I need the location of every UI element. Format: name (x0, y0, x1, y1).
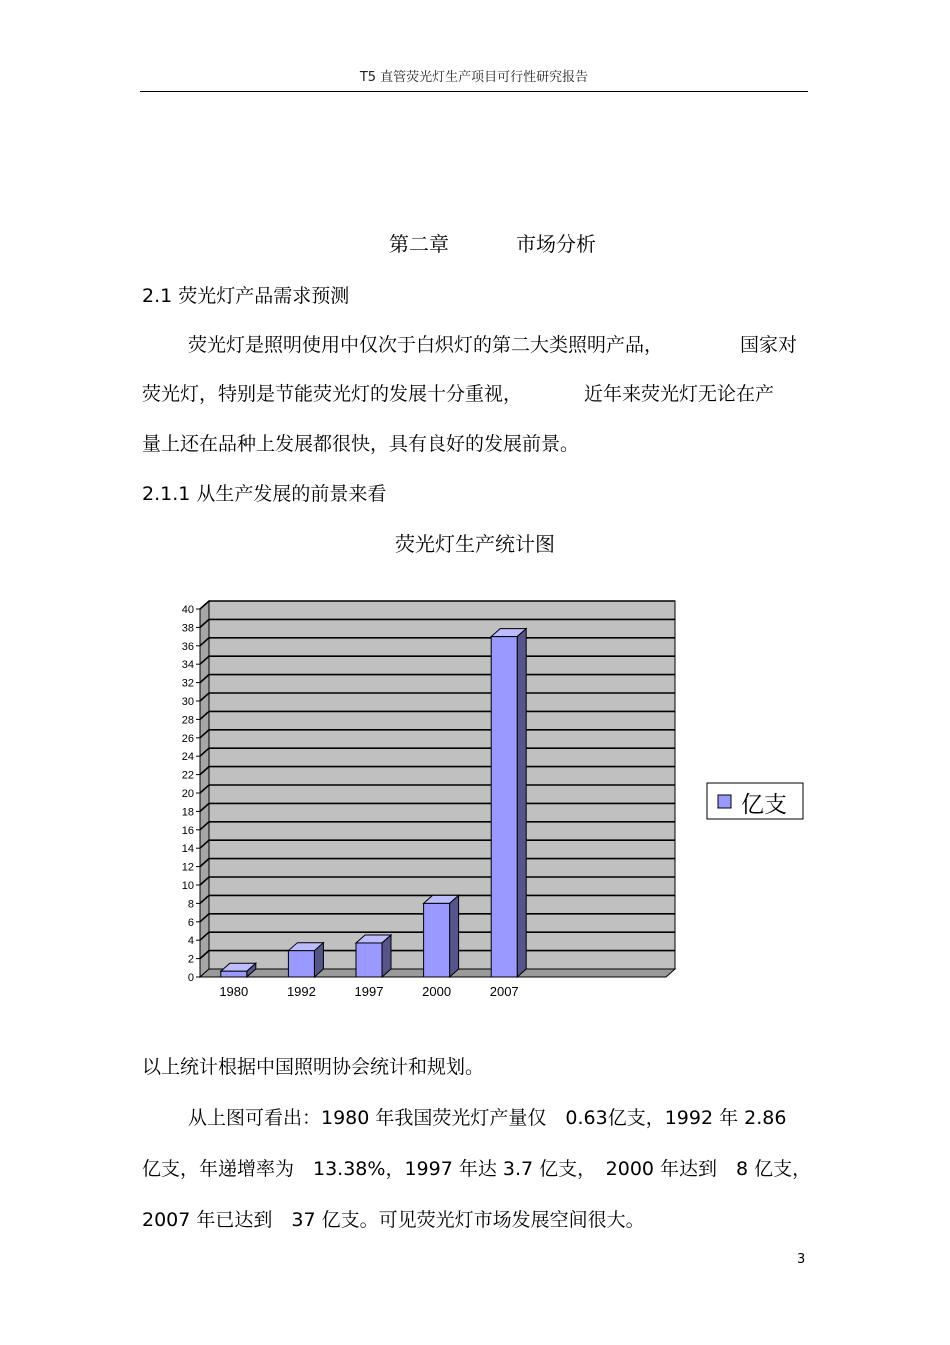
y-tick-label: 10 (181, 880, 194, 892)
x-tick-label: 1992 (286, 984, 316, 999)
chapter-title: 市场分析 (516, 232, 596, 256)
legend-label: 亿支 (741, 792, 787, 818)
y-tick-label: 20 (181, 788, 194, 800)
section-heading: 2.1 荧光灯产品需求预测 (142, 285, 350, 307)
y-tick-label: 36 (181, 640, 194, 653)
running-header: T5 直管荧光灯生产项目可行性研究报告 (359, 70, 589, 85)
source-note: 以上统计根据中国照明协会统计和规划。 (142, 1056, 485, 1078)
bar-1997 (356, 943, 382, 977)
y-tick-label: 26 (181, 732, 194, 745)
analysis-line-2: 亿支，年递增率为 13.38%，1997 年达 3.7 亿支， 2000 年达到 8 亿支， (142, 1158, 812, 1180)
y-tick-label: 6 (187, 916, 194, 929)
y-tick-label: 8 (187, 898, 194, 911)
subsection-heading: 2.1.1 从生产发展的前景来看 (142, 483, 387, 505)
y-tick-label: 34 (181, 659, 194, 672)
y-tick-label: 38 (181, 622, 194, 635)
x-tick-label: 2000 (422, 984, 452, 999)
x-tick-label: 1980 (219, 984, 249, 999)
chart-title: 荧光灯生产统计图 (395, 532, 555, 556)
bar-1980 (221, 971, 247, 977)
bar-side (450, 895, 459, 977)
intro-line-2a: 荧光灯，特别是节能荧光灯的发展十分重视， (142, 383, 523, 405)
y-tick-label: 40 (181, 604, 194, 616)
intro-line-1a: 荧光灯是照明使用中仅次于白炽灯的第二大类照明产品， (188, 334, 664, 356)
y-tick-label: 0 (187, 972, 194, 984)
page-number: 3 (797, 1252, 806, 1267)
bar-side (517, 629, 526, 977)
analysis-line-1: 从上图可看出：1980 年我国荧光灯产量仅 0.63亿支，1992 年 2.86 (188, 1107, 787, 1129)
y-tick-label: 12 (181, 861, 194, 874)
y-tick-label: 30 (181, 696, 194, 708)
y-tick-label: 16 (181, 824, 194, 837)
intro-line-2b: 近年来荧光灯无论在产 (584, 383, 775, 405)
y-tick-label: 14 (181, 843, 194, 856)
header-rule (140, 91, 808, 92)
y-tick-label: 24 (181, 751, 194, 764)
analysis-line-3: 2007 年已达到 37 亿支。可见荧光灯市场发展空间很大。 (142, 1209, 645, 1231)
intro-line-1b: 国家对 (740, 334, 798, 356)
production-bar-chart (166, 592, 816, 1012)
y-tick-label: 2 (187, 953, 194, 966)
y-tick-label: 28 (181, 714, 194, 727)
bar-2007 (491, 637, 517, 977)
y-tick-label: 4 (187, 935, 194, 948)
intro-line-3: 量上还在品种上发展都很快，具有良好的发展前景。 (142, 433, 580, 455)
bar-2000 (424, 903, 450, 977)
y-tick-label: 32 (181, 677, 194, 690)
bar-side (382, 935, 391, 977)
chapter-number: 第二章 (389, 232, 449, 256)
bar-1992 (288, 951, 314, 977)
y-tick-label: 18 (181, 806, 194, 819)
x-tick-label: 2007 (489, 984, 519, 999)
y-tick-label: 22 (181, 769, 194, 782)
legend-swatch (718, 795, 731, 808)
x-tick-label: 1997 (354, 984, 384, 999)
